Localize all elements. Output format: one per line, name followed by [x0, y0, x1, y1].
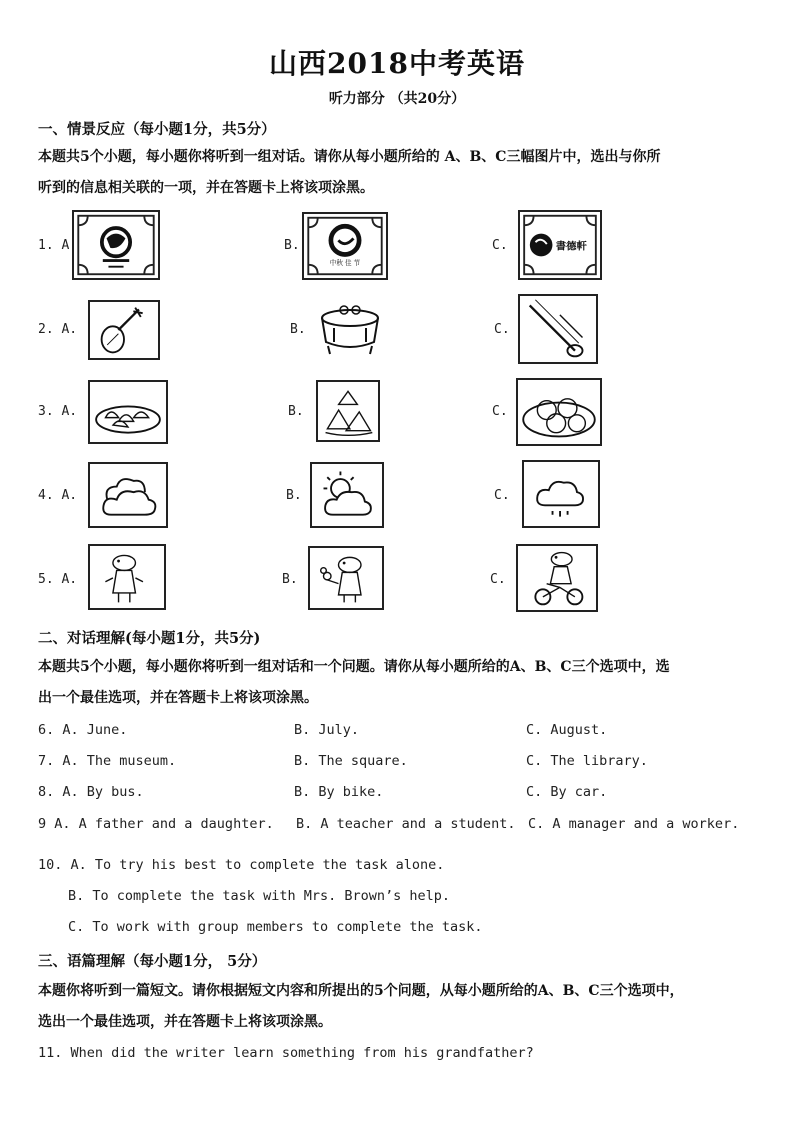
cloudy-icon[interactable]: [88, 462, 168, 528]
steamed-buns-icon[interactable]: [516, 378, 602, 446]
q10-option-a: 10. A. To try his best to complete the task alone.: [38, 857, 445, 873]
q8-option-b: B. By bike.: [294, 784, 384, 800]
dumplings-icon[interactable]: [88, 380, 168, 444]
q4-label-c: C.: [494, 488, 510, 503]
section3-heading: 三、语篇理解（每小题1分， 5分）: [38, 953, 267, 970]
section3-instr-line2: 选出一个最佳选项，并在答题卡上将该项涂黑。: [38, 1014, 332, 1030]
peppa-flowers-icon[interactable]: [308, 546, 384, 610]
q7-option-b: B. The square.: [294, 753, 408, 769]
q9-option-c: C. A manager and a worker.: [528, 816, 740, 832]
section1-heading: 一、情景反应（每小题1分，共5分）: [38, 121, 276, 138]
section3-instructions: [38, 976, 768, 1038]
peppa-standing-icon[interactable]: [88, 544, 166, 610]
q3-label-a: 3. A.: [38, 404, 78, 419]
q1-label-a: 1. A: [38, 238, 70, 253]
q7-option-a: 7. A. The museum.: [38, 753, 177, 769]
q6-option-c: C. August.: [526, 722, 608, 738]
q5-label-c: C.: [490, 572, 506, 587]
q5-label-a: 5. A.: [38, 572, 78, 587]
q10-option-b: B. To complete the task with Mrs. Brown’s help.: [68, 888, 451, 904]
q1-label-c: C.: [492, 238, 508, 253]
section2-heading: 二、对话理解(每小题1分，共5分): [38, 630, 261, 647]
section1-instr-line2: 听到的信息相关联的一项，并在答题卡上将该项涂黑。: [38, 180, 374, 196]
q10-option-c: C. To work with group members to complete the task.: [68, 919, 483, 935]
zongzi-icon[interactable]: [316, 380, 380, 442]
q4-label-a: 4. A.: [38, 488, 78, 503]
drum-icon[interactable]: [316, 298, 384, 358]
q9-option-a: 9 A. A father and a daughter.: [38, 816, 274, 832]
q3-label-c: C.: [492, 404, 508, 419]
page-title: 山西2018中考英语: [269, 47, 525, 80]
q11-question: 11. When did the writer learn something from his grandfather?: [38, 1045, 534, 1061]
svg-text:中秋 佳 节: 中秋 佳 节: [329, 258, 361, 267]
q2-label-b: B.: [290, 322, 306, 337]
q9-option-b: B. A teacher and a student.: [296, 816, 516, 832]
q4-label-b: B.: [286, 488, 302, 503]
q6-option-a: 6. A. June.: [38, 722, 128, 738]
section1-instr-line1: 本题共5个小题，每小题你将听到一组对话。请你从每小题所给的 A、B、C三幅图片中，选出与你所: [38, 149, 661, 165]
q5-label-b: B.: [282, 572, 298, 587]
section1-instructions: [38, 142, 768, 204]
circle-logo-icon[interactable]: [302, 212, 388, 280]
page-subtitle: 听力部分 （共20分）: [328, 91, 466, 107]
q1-label-b: B.: [284, 238, 300, 253]
q8-option-a: 8. A. By bus.: [38, 784, 144, 800]
section2-instr-line1: 本题共5个小题，每小题你将听到一组对话和一个问题。请你从每小题所给的A、B、C三个选项中，选: [38, 659, 670, 675]
q7-option-c: C. The library.: [526, 753, 648, 769]
sunny-cloudy-icon[interactable]: [310, 462, 384, 528]
q8-option-c: C. By car.: [526, 784, 608, 800]
q2-label-c: C.: [494, 322, 510, 337]
mooncake-logo-icon[interactable]: [72, 210, 160, 280]
section2-instr-line2: 出一个最佳选项，并在答题卡上将该项涂黑。: [38, 690, 318, 706]
erhu-icon[interactable]: [518, 294, 598, 364]
section2-instructions: [38, 652, 768, 714]
pipa-icon[interactable]: [88, 300, 160, 360]
brand-logo-icon[interactable]: [518, 210, 602, 280]
rainy-icon[interactable]: [522, 460, 600, 528]
q2-label-a: 2. A.: [38, 322, 78, 337]
peppa-bike-icon[interactable]: [516, 544, 598, 612]
q3-label-b: B.: [288, 404, 304, 419]
q6-option-b: B. July.: [294, 722, 360, 738]
section3-instr-line1: 本题你将听到一篇短文。请你根据短文内容和所提出的5个问题，从每小题所给的A、B、C三个选项中，: [38, 983, 684, 999]
svg-text:書德軒: 書德軒: [555, 240, 587, 253]
